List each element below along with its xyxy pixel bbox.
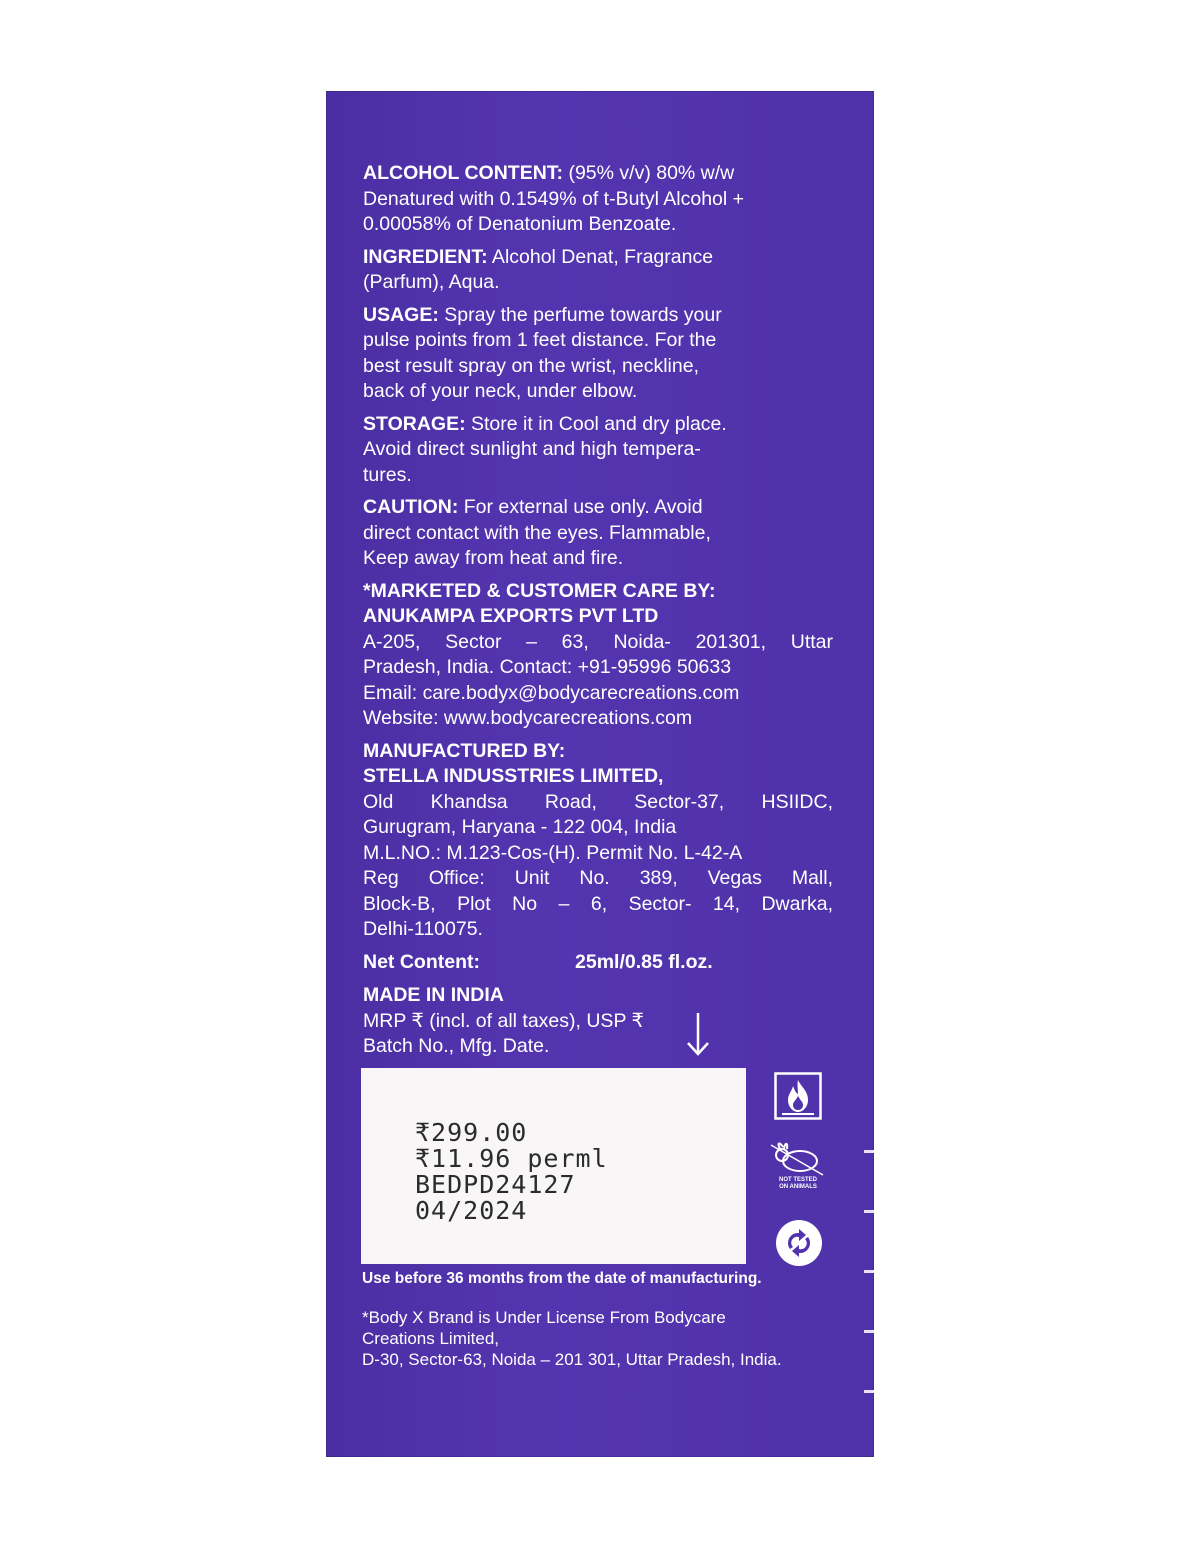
- usage-section: [363, 303, 833, 405]
- alcohol-content-label: ALCOHOL CONTENT:: [363, 162, 564, 184]
- alcohol-content-value: (95% v/v) 80% w/w: [563, 162, 735, 184]
- storage-label: STORAGE:: [363, 412, 466, 435]
- made-in-india: MADE IN INDIA: [363, 984, 504, 1006]
- net-content-label: Net Content:: [363, 950, 480, 973]
- caution-text-3: Keep away from heat and fire.: [363, 547, 624, 569]
- caution-text-1: For external use only. Avoid: [458, 496, 703, 518]
- manufacturer-address-1: Old Khandsa Road, Sector-37, HSIIDC,: [363, 790, 833, 813]
- alcohol-denatured-line: Denatured with 0.1549% of t-Butyl Alcohol +: [363, 187, 745, 210]
- storage-section: [363, 412, 833, 489]
- caution-label: CAUTION:: [363, 496, 459, 518]
- stamp-date: 04/2024: [415, 1196, 528, 1225]
- manufacturer-address-2: Gurugram, Haryana - 122 004, India: [363, 816, 677, 838]
- fold-mark: [864, 1330, 874, 1333]
- usage-text-1: Spray the perfume towards your: [438, 303, 722, 326]
- batch-date-line: Batch No., Mfg. Date.: [363, 1035, 550, 1057]
- marketer-website: Website: www.bodycarecreations.com: [363, 707, 693, 729]
- manufacturer-company: STELLA INDUSSTRIES LIMITED,: [363, 765, 664, 787]
- stamp-batch: BEDPD24127: [415, 1170, 576, 1199]
- marketer-company: ANUKAMPA EXPORTS PVT LTD: [363, 605, 659, 627]
- storage-text-1: Store it in Cool and dry place.: [465, 412, 727, 435]
- fold-mark: [864, 1210, 874, 1213]
- usage-label: USAGE:: [363, 303, 439, 326]
- reg-office-2: Block-B, Plot No – 6, Sector- 14, Dwarka,: [363, 892, 833, 915]
- arrow-down-icon: [683, 1011, 713, 1057]
- caution-text-2: direct contact with the eyes. Flammable,: [363, 521, 711, 544]
- usage-text-4: back of your neck, under elbow.: [363, 380, 638, 402]
- marketer-address-2: Pradesh, India. Contact: +91-95996 50633: [363, 656, 732, 678]
- reg-office-1: Reg Office: Unit No. 389, Vegas Mall,: [363, 867, 833, 889]
- ingredient-section: [363, 245, 833, 296]
- net-content-row: [363, 950, 833, 976]
- flammable-icon: [774, 1072, 822, 1120]
- inkjet-stamp: [415, 1120, 608, 1224]
- alcohol-benzoate-line: 0.00058% of Denatonium Benzoate.: [363, 213, 677, 235]
- license-line-2: Creations Limited,: [362, 1329, 500, 1348]
- license-notice: [362, 1307, 842, 1370]
- fold-mark: [864, 1390, 874, 1393]
- not-tested-caption-1: NOT TESTED: [778, 1177, 817, 1183]
- usage-text-3: best result spray on the wrist, neckline,: [363, 354, 699, 377]
- ingredient-label: INGREDIENT:: [363, 245, 488, 268]
- marketed-by-section: [363, 579, 833, 732]
- storage-text-3: tures.: [363, 463, 412, 486]
- not-tested-caption: [767, 1177, 829, 1191]
- net-content-value: 25ml/0.85 fl.oz.: [575, 950, 713, 973]
- recycle-icon: [774, 1218, 824, 1268]
- ingredient-text-2: (Parfum), Aqua.: [363, 271, 500, 293]
- manufactured-by-section: [363, 739, 833, 943]
- manufactured-heading: MANUFACTURED BY:: [363, 739, 566, 762]
- printed-batch-label: [361, 1068, 746, 1264]
- ingredient-text-1: Alcohol Denat, Fragrance: [487, 245, 714, 268]
- stamp-mrp: ₹299.00: [415, 1118, 528, 1147]
- license-line-1: *Body X Brand is Under License From Bodycare: [362, 1308, 726, 1327]
- mrp-usp-line: MRP ₹ (incl. of all taxes), USP ₹: [363, 1009, 644, 1032]
- reg-office-3: Delhi-110075.: [363, 918, 483, 940]
- use-before-notice: Use before 36 months from the date of manufacturing.: [362, 1270, 762, 1287]
- storage-text-2: Avoid direct sunlight and high tempera-: [363, 438, 701, 460]
- caution-section: [363, 495, 833, 572]
- marketer-email: Email: care.bodyx@bodycarecreations.com: [363, 681, 740, 704]
- alcohol-content-section: [363, 161, 833, 238]
- stamp-usp: ₹11.96 perml: [415, 1144, 608, 1173]
- manufacturer-license: M.L.NO.: M.123-Cos-(H). Permit No. L-42-A: [363, 841, 743, 864]
- label-text-column: [363, 161, 833, 1060]
- fold-mark: [864, 1150, 874, 1153]
- product-box-back-panel: [326, 91, 874, 1457]
- fold-mark: [864, 1270, 874, 1273]
- usage-text-2: pulse points from 1 feet distance. For the: [363, 329, 717, 351]
- license-line-3: D-30, Sector-63, Noida – 201 301, Uttar Pradesh, India.: [362, 1350, 782, 1369]
- marketed-heading: *MARKETED & CUSTOMER CARE BY:: [363, 579, 716, 602]
- not-tested-caption-2: ON ANIMALS: [779, 1184, 817, 1190]
- marketer-address-1: A-205, Sector – 63, Noida- 201301, Uttar: [363, 630, 833, 653]
